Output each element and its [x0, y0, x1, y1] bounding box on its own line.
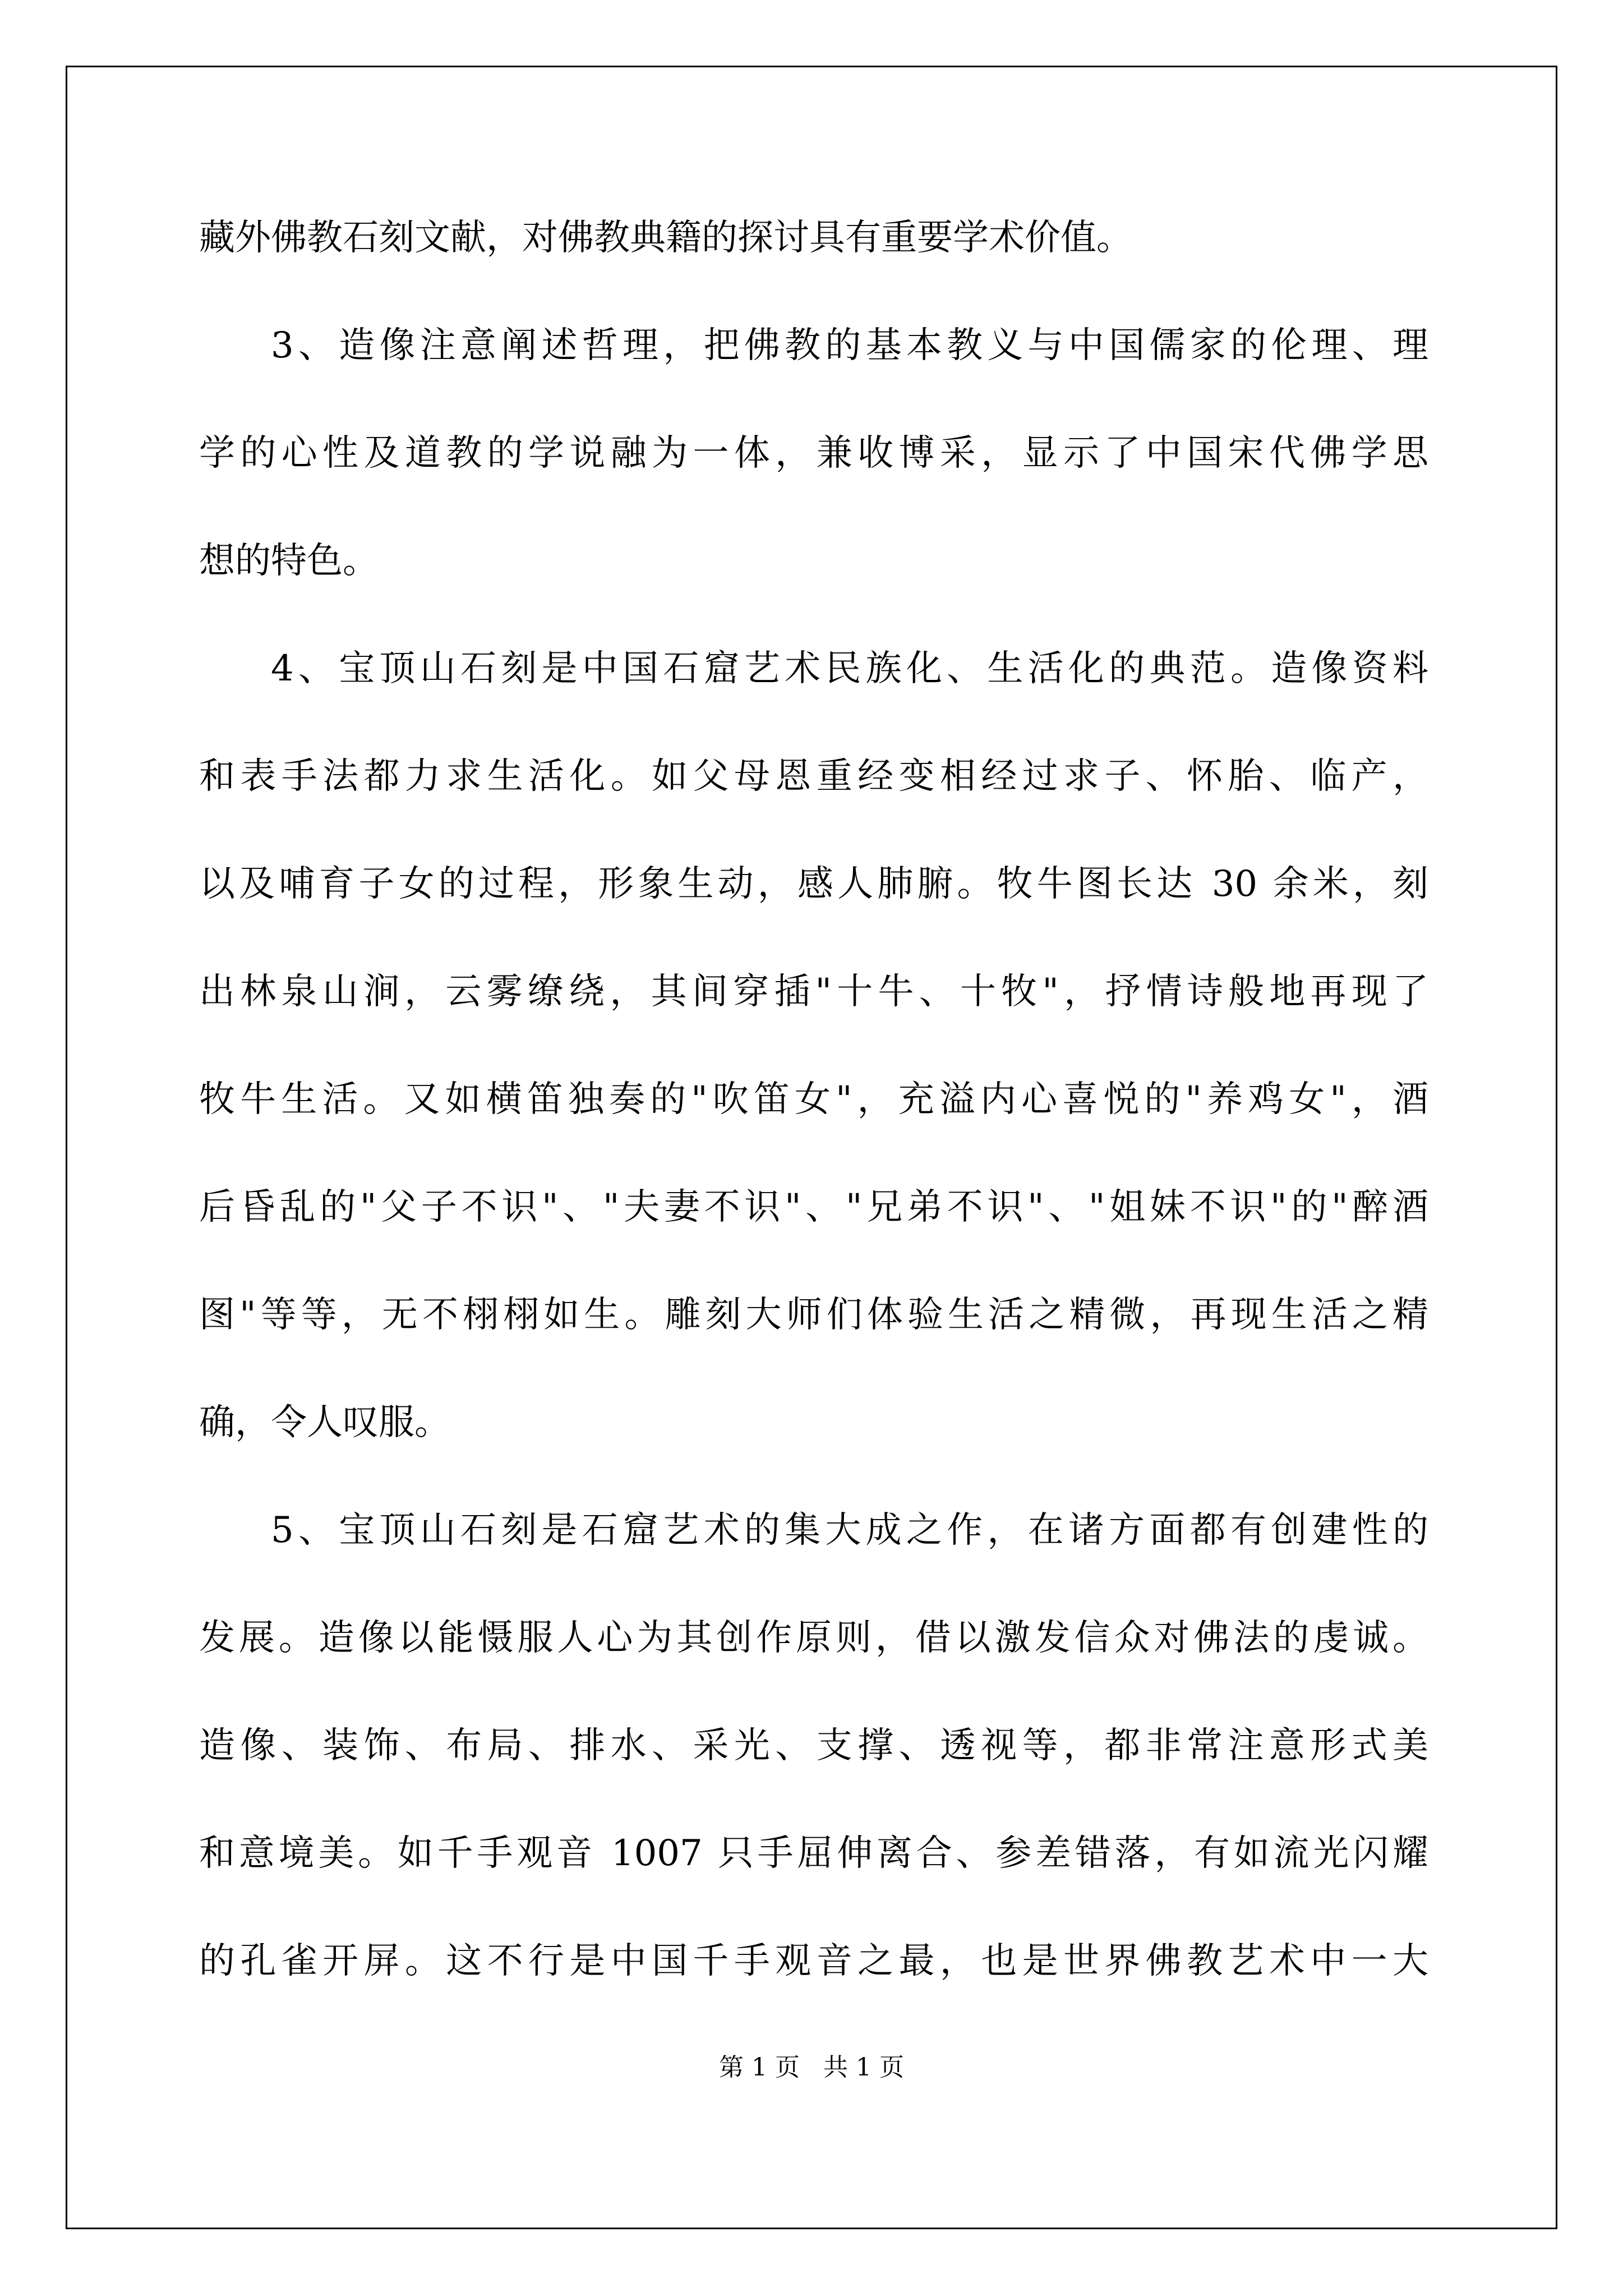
text-line: 图"等等，无不栩栩如生。雕刻大师们体验生活之精微，再现生活之精 [199, 1294, 1428, 1336]
text-line: 的孔雀开屏。这不行是中国千手观音之最，也是世界佛教艺术中一大 [199, 1940, 1428, 1982]
text-line: 发展。造像以能慑服人心为其创作原则，借以激发信众对佛法的虔诚。 [199, 1617, 1428, 1659]
text-line: 学的心性及道教的学说融为一体，兼收博采，显示了中国宋代佛学思 [199, 432, 1428, 474]
text-line: 和表手法都力求生活化。如父母恩重经变相经过求子、怀胎、临产， [199, 756, 1428, 797]
text-line: 出林泉山涧，云雾缭绕，其间穿插"十牛、十牧"，抒情诗般地再现了 [199, 971, 1428, 1013]
text-line: 5、宝顶山石刻是石窟艺术的集大成之作，在诸方面都有创建性的 [271, 1510, 1428, 1551]
text-line: 以及哺育子女的过程，形象生动，感人肺腑。牧牛图长达 30 余米，刻 [199, 863, 1428, 905]
page-number: 第 1 页 [719, 2053, 800, 2082]
page-total: 共 1 页 [823, 2053, 904, 2082]
text-line: 确，令人叹服。 [199, 1402, 450, 1443]
text-line: 牧牛生活。又如横笛独奏的"吹笛女"，充溢内心喜悦的"养鸡女"，酒 [199, 1079, 1428, 1120]
text-line: 3、造像注意阐述哲理，把佛教的基本教义与中国儒家的伦理、理 [271, 325, 1428, 366]
text-line: 后昏乱的"父子不识"、"夫妻不识"、"兄弟不识"、"姐妹不识"的"醉酒 [199, 1186, 1428, 1228]
page-border [66, 66, 1557, 2229]
text-line: 想的特色。 [199, 540, 379, 582]
text-line: 4、宝顶山石刻是中国石窟艺术民族化、生活化的典范。造像资料 [271, 648, 1428, 689]
page-footer [0, 2051, 1623, 2085]
text-line: 和意境美。如千手观音 1007 只手屈伸离合、参差错落，有如流光闪耀 [199, 1833, 1428, 1874]
text-line: 造像、装饰、布局、排水、采光、支撑、透视等，都非常注意形式美 [199, 1725, 1428, 1766]
text-line: 藏外佛教石刻文献，对佛教典籍的探讨具有重要学术价值。 [199, 217, 1132, 259]
